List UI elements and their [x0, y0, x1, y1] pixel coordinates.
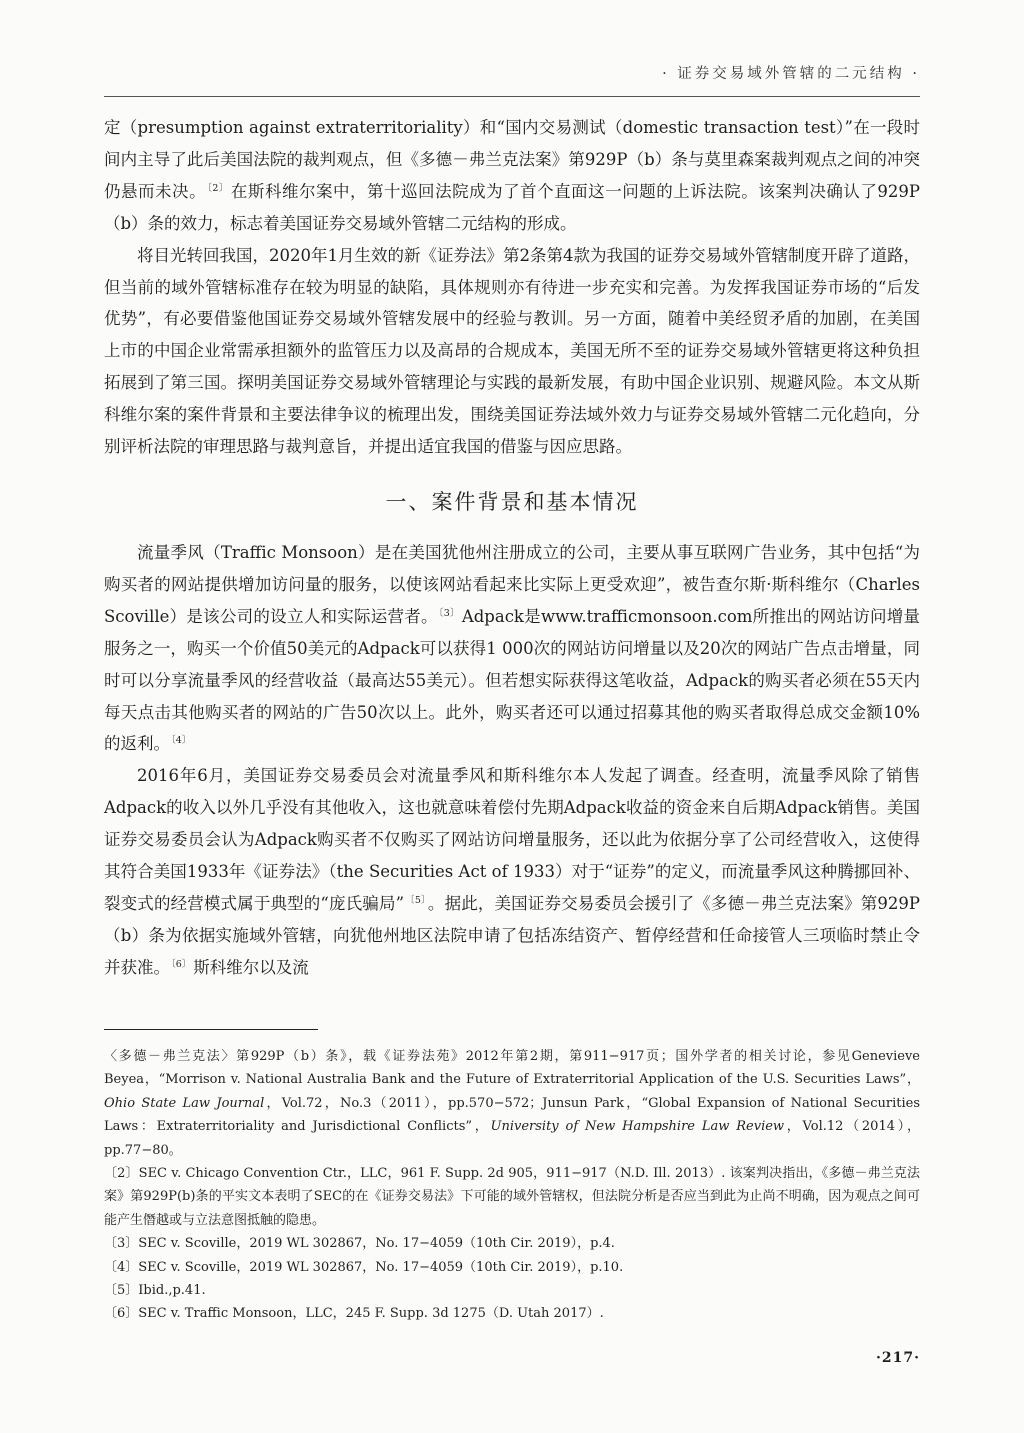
main-text — [104, 112, 920, 984]
footnote: 〈多德－弗兰克法〉第929P（b）条》，载《证券法苑》2012年第2期，第911−917页；国外学者的相关讨论，参见Genevieve Beyea，“Morrison v. National Australia Bank and the Future of Extraterritorial Application of the U.S. Securities Laws”，Ohio State Law Journal，Vol.72，No.3（2011），pp.570−572；Junsun Park，“Global Expansion of National Securities Laws：Extraterritoriality and Jurisdictional Conflicts”，University of New Hampshire Law Review，Vol.12（2014），pp.77−80。 — [104, 1049, 920, 1158]
header-rule — [104, 96, 920, 97]
page-number: ·217· — [876, 1350, 920, 1366]
footnote: 〔5〕Ibid.,p.41. — [104, 1283, 206, 1299]
footnotes — [104, 1045, 920, 1326]
section-heading: 一、案件背景和基本情况 — [385, 489, 639, 514]
footnote-ref[interactable]: 〔2〕 — [207, 182, 229, 194]
footnote-ref[interactable]: 〔4〕 — [171, 735, 192, 747]
footnote: 〔3〕SEC v. Scoville，2019 WL 302867，No. 17−4059（10th Cir. 2019），p.4. — [104, 1236, 615, 1252]
running-title: · 证券交易域外管辖的二元结构 · — [662, 66, 920, 82]
paragraph: 将目光转回我国，2020年1月生效的新《证券法》第2条第4款为我国的证券交易域外管辖制度开辟了道路，但当前的域外管辖标准存在较为明显的缺陷，具体规则亦有待进一步充实和完善。为发挥我国证券市场的“后发优势”，有必要借鉴他国证券交易域外管辖发展中的经验与教训。另一方面，随着中美经贸矛盾的加剧，在美国上市的中国企业常需承担额外的监管压力以及高昂的合规成本，美国无所不至的证券交易域外管辖更将这种负担拓展到了第三国。探明美国证券交易域外管辖理论与实践的最新发展，有助中国企业识别、规避风险。本文从斯科维尔案的案件背景和主要法律争议的梳理出发，围绕美国证券法域外效力与证券交易域外管辖二元化趋向，分别评析法院的审理思路与裁判意旨，并提出适宜我国的借鉴与因应思路。 — [104, 245, 920, 457]
paragraph: 流量季风（Traffic Monsoon）是在美国犹他州注册成立的公司，主要从事互联网广告业务，其中包括“为购买者的网站提供增加访问量的服务，以使该网站看起来比实际上更受欢迎”，被告查尔斯·斯科维尔（Charles Scoville）是该公司的设立人和实际运营者。$^{〔3〕}$ Adpack是www.trafficmonsoon.com所推出的网站访问增量服务之一，购买一个价值50美元的Adpack可以获得1 000次的网站访问增量以及20次的网站广告点击增量，同时可以分享流量季风的经营收益（最高达55美元）。但若想实际获得这笔收益，Adpack的购买者必须在55天内每天点击其他购买者的网站的广告50次以上。此外，购买者还可以通过招募其他的购买者取得总成交金额10%的返利。$^{〔4〕}$ — [104, 542, 920, 754]
footnote: 〔2〕SEC v. Chicago Convention Ctr.，LLC，961 F. Supp. 2d 905，911−917（N.D. Ill. 2013）. 该案判决指出，《多德－弗兰克法案》第929P(b)条的平实文本表明了SEC的在《证券交易法》下可能的域外管辖权，但法院分析是否应当到此为止尚不明确，因为观点之间可能产生僭越或与立法意图抵触的隐患。 — [104, 1166, 920, 1228]
footnote-ref[interactable]: 〔5〕 — [405, 894, 426, 906]
paragraph: 2016年6月，美国证券交易委员会对流量季风和斯科维尔本人发起了调查。经查明，流量季风除了销售Adpack的收入以外几乎没有其他收入，这也就意味着偿付先期Adpack收益的资金来自后期Adpack销售。美国证券交易委员会认为Adpack购买者不仅购买了网站访问增量服务，还以此为依据分享了公司经营收入，这使得其符合美国1933年《证券法》（the Securities Act of 1933）对于“证券”的定义，而流量季风这种腾挪回补、裂变式的经营模式属于典型的“庞氏骗局”$^{〔5〕}$ 。据此，美国证券交易委员会援引了《多德－弗兰克法案》第929P（b）条为依据实施域外管辖，向犹他州地区法院申请了包括冻结资产、暂停经营和任命接管人三项临时禁止令并获准。$^{〔6〕}$ 斯科维尔以及流 — [104, 766, 920, 977]
footnote-rule — [104, 1029, 318, 1030]
footnote-ref[interactable]: 〔6〕 — [171, 958, 192, 970]
footnote: 〔4〕SEC v. Scoville，2019 WL 302867，No. 17−4059（10th Cir. 2019），p.10. — [104, 1259, 624, 1275]
paragraph: 定（presumption against extraterritoriality）和“国内交易测试（domestic transaction test）”在一段时间内主导了此后美国法院的裁判观点，但《多德－弗兰克法案》第929P（b）条与莫里森案裁判观点之间的冲突仍悬而未决。$^{〔2〕}$ 在斯科维尔案中，第十巡回法院成为了首个直面这一问题的上诉法院。该案判决确认了929P（b）条的效力，标志着美国证券交易域外管辖二元结构的形成。 — [104, 118, 920, 233]
footnote: 〔6〕SEC v. Traffic Monsoon，LLC，245 F. Supp. 3d 1275（D. Utah 2017）. — [104, 1306, 604, 1322]
footnote-ref[interactable]: 〔3〕 — [438, 607, 460, 619]
